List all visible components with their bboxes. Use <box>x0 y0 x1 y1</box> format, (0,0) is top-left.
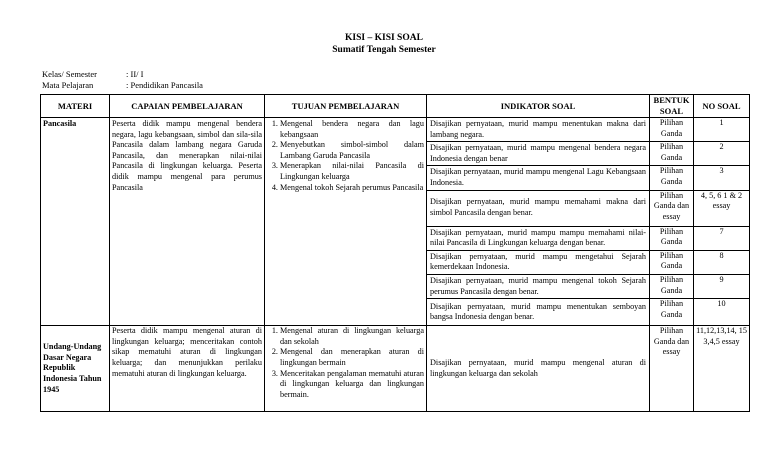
capaian-cell: Peserta didik mampu mengenal bendera negara, lagu kebangsaan, simbol dan sila-sila Pancasila dalam lambang negara Garuda Pancasila, dan menerapkan nilai-nilai Pancasila di lingkungan keluarga. Peserta didik mampu mengenal para perumus Pancasila <box>110 118 265 326</box>
meta-kelas <box>42 69 143 79</box>
bentuk-cell: Pilihan Ganda <box>650 274 694 298</box>
tujuan-cell <box>265 326 427 412</box>
no-cell: 11,12,13,14, 15 3,4,5 essay <box>694 326 750 412</box>
no-cell: 7 <box>694 226 750 250</box>
kelas-value: : II/ I <box>126 69 144 79</box>
header-tujuan: TUJUAN PEMBELAJARAN <box>265 95 427 118</box>
meta-mapel <box>42 80 203 90</box>
table-header-row <box>41 95 750 118</box>
indikator-cell: Disajikan pernyataan, murid mampu mampu memahami nilai-nilai Pancasila di Lingkungan keluarga dengan benar. <box>427 226 650 250</box>
bentuk-cell: Pilihan Ganda <box>650 226 694 250</box>
document-subtitle: Sumatif Tengah Semester <box>332 45 436 55</box>
kelas-label: Kelas/ Semester <box>42 69 97 79</box>
bentuk-cell: Pilihan Ganda <box>650 299 694 326</box>
list-item: 3. Menceritakan pengalaman mematuhi aturan di lingkungan keluarga dan lingkungan bermain. <box>280 369 424 401</box>
table-row <box>41 326 750 412</box>
table-row <box>41 118 750 142</box>
capaian-cell: Peserta didik mampu mengenal aturan di lingkungan keluarga; menceritakan contoh sikap mematuhi aturan di lingkungan keluarga; dan menunjukkan perilaku mematuhi aturan di lingkungan keluarga. <box>110 326 265 412</box>
indikator-cell: Disajikan pernyataan, murid mampu menentukan semboyan bangsa Indonesia dengan benar. <box>427 299 650 326</box>
list-item: 2. Menyebutkan simbol-simbol dalam Lambang Garuda Pancasila <box>280 140 424 161</box>
tujuan-list <box>267 326 424 400</box>
bentuk-cell: Pilihan Ganda dan essay <box>650 326 694 412</box>
indikator-cell: Disajikan pernyataan, murid mampu mengenal Lagu Kebangsaan Indonesia. <box>427 166 650 190</box>
tujuan-list <box>267 119 424 193</box>
header-indikator: INDIKATOR SOAL <box>427 95 650 118</box>
mapel-label: Mata Pelajaran <box>42 80 94 90</box>
bentuk-cell: Pilihan Ganda <box>650 118 694 142</box>
bentuk-cell: Pilihan Ganda <box>650 250 694 274</box>
tujuan-cell <box>265 118 427 326</box>
materi-cell: Undang-Undang Dasar Negara Republik Indonesia Tahun 1945 <box>41 326 110 412</box>
header-no: NO SOAL <box>694 95 750 118</box>
indikator-cell: Disajikan pernyataan, murid mampu memahami makna dari simbol Pancasila dengan benar. <box>427 190 650 226</box>
mapel-value: : Pendidikan Pancasila <box>126 80 203 90</box>
header-materi: MATERI <box>41 95 110 118</box>
no-cell: 9 <box>694 274 750 298</box>
header-bentuk: BENTUK SOAL <box>650 95 694 118</box>
document-title: KISI – KISI SOAL <box>345 33 423 43</box>
no-cell: 10 <box>694 299 750 326</box>
no-cell: 2 <box>694 142 750 166</box>
materi-cell: Pancasila <box>41 118 110 326</box>
no-cell: 1 <box>694 118 750 142</box>
list-item: 1. Mengenal aturan di lingkungan keluarga dan sekolah <box>280 326 424 347</box>
indikator-cell: Disajikan pernyataan, murid mampu mengenal bendera negara Indonesia dengan benar <box>427 142 650 166</box>
kisi-table <box>40 94 750 412</box>
no-cell: 4, 5, 6 1 & 2 essay <box>694 190 750 226</box>
header-capaian: CAPAIAN PEMBELAJARAN <box>110 95 265 118</box>
list-item: 1. Mengenal bendera negara dan lagu kebangsaan <box>280 119 424 140</box>
indikator-cell: Disajikan pernyataan, murid mampu mengetahui Sejarah kemerdekaan Indonesia. <box>427 250 650 274</box>
bentuk-cell: Pilihan Ganda <box>650 166 694 190</box>
indikator-cell: Disajikan pernyataan, murid mampu menentukan makna dari lambang negara. <box>427 118 650 142</box>
indikator-cell: Disajikan pernyataan, murid mampu mengenal aturan di lingkungan keluarga dan sekolah <box>427 326 650 412</box>
bentuk-cell: Pilihan Ganda <box>650 142 694 166</box>
bentuk-cell: Pilihan Ganda dan essay <box>650 190 694 226</box>
indikator-cell: Disajikan pernyataan, murid mampu mengenal tokoh Sejarah perumus Pancasila dengan benar. <box>427 274 650 298</box>
no-cell: 8 <box>694 250 750 274</box>
list-item: 4. Mengenal tokoh Sejarah perumus Pancasila <box>280 183 424 194</box>
no-cell: 3 <box>694 166 750 190</box>
list-item: 2. Mengenal dan menerapkan aturan di lingkungan bermain <box>280 347 424 368</box>
list-item: 3. Menerapkan nilai-nilai Pancasila di Lingkungan keluarga <box>280 161 424 182</box>
